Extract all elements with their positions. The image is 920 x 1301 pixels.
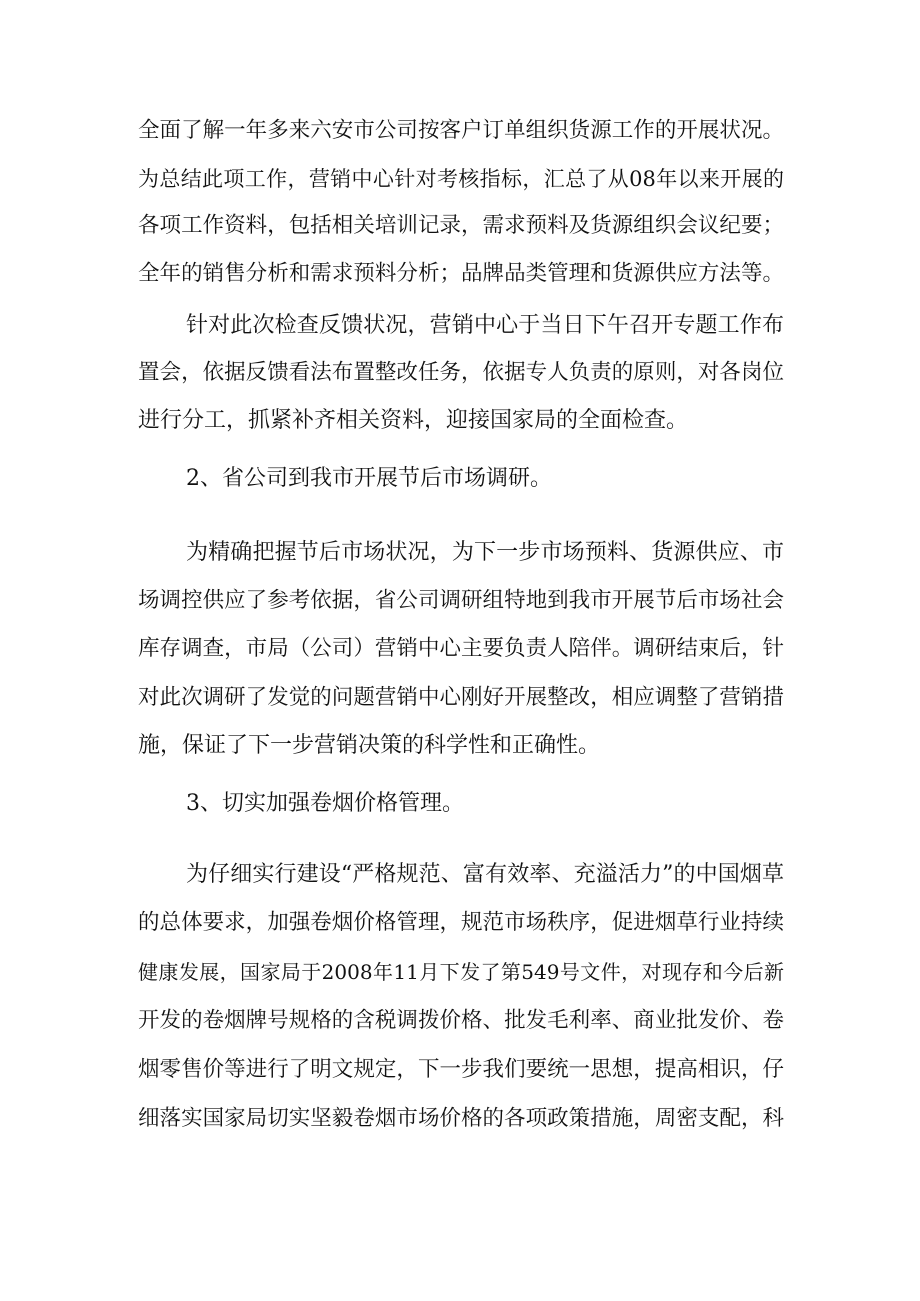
paragraph-line: 对此次调研了发觉的问题营销中心刚好开展整改，相应调整了营销措 bbox=[138, 685, 784, 710]
paragraph-line: 为总结此项工作，营销中心针对考核指标，汇总了从08年以来开展的 bbox=[138, 167, 784, 191]
paragraph-line: 进行分工，抓紧补齐相关资料，迎接国家局的全面检查。 bbox=[138, 408, 689, 433]
paragraph-line: 各项工作资料，包括相关培训记录，需求预料及货源组织会议纪要； bbox=[138, 213, 784, 238]
paragraph-line: 细落实国家局切实坚毅卷烟市场价格的各项政策措施，周密支配，科 bbox=[138, 1106, 784, 1131]
paragraph-line: 为精确把握节后市场状况，为下一步市场预料、货源供应、市 bbox=[186, 540, 784, 565]
section-heading-3: 3、切实加强卷烟价格管理。 bbox=[186, 791, 464, 816]
paragraph-line: 烟零售价等进行了明文规定，下一步我们要统一思想，提高相识，仔 bbox=[138, 1057, 784, 1082]
paragraph-line: 全年的销售分析和需求预料分析；品牌品类管理和货源供应方法等。 bbox=[138, 261, 784, 286]
paragraph-line: 场调控供应了参考依据，省公司调研组特地到我市开展节后市场社会 bbox=[138, 588, 784, 613]
paragraph-line: 的总体要求，加强卷烟价格管理，规范市场秩序，促进烟草行业持续 bbox=[138, 910, 784, 935]
section-heading-2: 2、省公司到我市开展节后市场调研。 bbox=[186, 466, 552, 491]
paragraph-line: 健康发展，国家局于2008年11月下发了第549号文件，对现存和今后新 bbox=[138, 960, 784, 984]
paragraph-line: 为仔细实行建设“严格规范、富有效率、充溢活力”的中国烟草 bbox=[186, 862, 784, 887]
paragraph-line: 置会，依据反馈看法布置整改任务，依据专人负责的原则，对各岗位 bbox=[138, 360, 784, 385]
paragraph-line: 施，保证了下一步营销决策的科学性和正确性。 bbox=[138, 733, 601, 758]
paragraph-line: 开发的卷烟牌号规格的含税调拨价格、批发毛利率、商业批发价、卷 bbox=[138, 1008, 784, 1033]
paragraph-line: 库存调查，市局（公司）营销中心主要负责人陪伴。调研结束后，针 bbox=[138, 636, 784, 661]
paragraph-line: 针对此次检查反馈状况，营销中心于当日下午召开专题工作布 bbox=[186, 313, 784, 338]
paragraph-line: 全面了解一年多来六安市公司按客户订单组织货源工作的开展状况。 bbox=[138, 118, 784, 143]
